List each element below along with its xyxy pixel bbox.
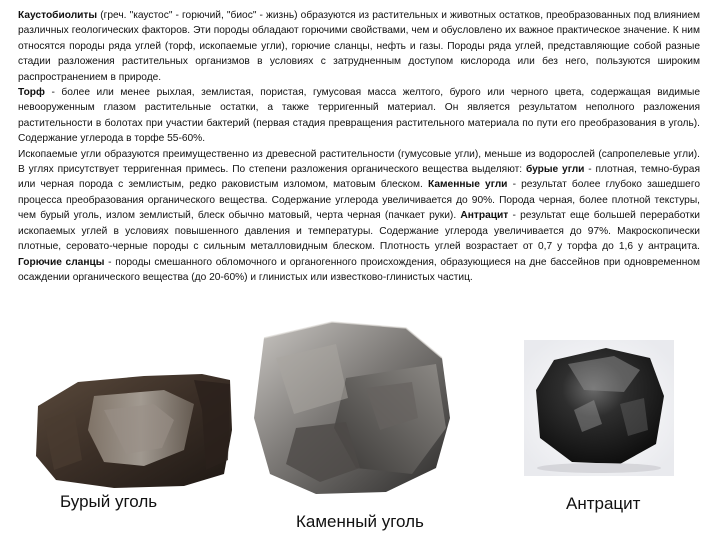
anthracite-caption: Антрацит [566,494,641,513]
brown-coal-sample-icon [34,370,234,490]
hard-coal-image [236,318,464,500]
hard-coal-sample-icon [236,318,464,500]
term-label: Торф [18,87,45,99]
paragraph-text: - результат более глубоко зашедшего процесса преобразования органического вещества. Содержание углерода увеличивается до 90%. Порода черная, более плотной текстуры, чем бурый уголь, излом землистый, блеск обычно матовый, черта черная (пачкает руки). [18,179,700,222]
brown-coal-caption: Бурый уголь [60,492,158,511]
paragraph-text: Ископаемые угли образуются преимущественно из древесной растительности (гумусовые угли), меньше из водорослей (сапропелевые угли). В углях присутствует терригенная примесь. По степени разложения органического вещества выделяют: [18,148,700,176]
brown-coal-image [34,370,234,490]
paragraph-text: (греч. "каустос" - горючий, "биос" - жизнь) образуются из растительных и животных остатков, преобразованных под влиянием различных геологических факторов. Эти породы обладают горючими свойствами, чем и обусловлено их важное практическое значение. К ним относятся породы ряда углей (торф, ископаемые угли), горючие сланцы, нефть и газы. Породы ряда углей, представляющие собой разные стадии разложения растительных организмов в условиях с затрудненным доступом кислорода или без него, пользуются широким распространением в природе. [18,10,700,83]
text-block [18,8,700,285]
term-label: Каменные угли [428,179,508,191]
paragraph-text: - результат еще большей переработки ископаемых углей в условиях повышенного давления и температуры. Содержание углерода увеличивается до 97%. Макроскопически плотные, серовато-черные породы с сильным металловидным блеском. Плотность углей возрастает от 0,7 у торфа до 1,6 у антрацита. [18,210,700,253]
anthracite-image [524,340,674,476]
paragraph-kaustobiolity [18,8,700,85]
term-label: Каустобиолиты [18,10,98,21]
term-label: бурые угли [525,164,585,176]
hard-coal-caption: Каменный уголь [296,512,424,531]
paragraph-text: - породы смешанного обломочного и органогенного происхождения, образующиеся на дне бассейнов при одновременном осаждении органического вещества (до 20-60%) и глинистых или известково-глинистых частиц. [18,256,700,283]
paragraph-text: - плотная, темно-бурая или черная порода с землистым, редко раковистым изломом, матовым блеском. [18,164,700,191]
paragraph-torf [18,85,700,147]
paragraph-text: - более или менее рыхлая, землистая, пористая, гумусовая масса желтого, бурого или черного цвета, содержащая видимые невооруженным глазом растительные остатки, а также терригенный материал. Он является результатом неполного разложения растительности в болотах при участии бактерий (первая стадия превращения растительного материала по пути его преобразования в уголь). Содержание углерода в торфе 55-60%. [18,87,700,145]
term-label: Антрацит [460,210,509,222]
anthracite-sample-icon [524,340,674,476]
paragraph-iskopaemye-ugli [18,147,700,286]
term-label: Горючие сланцы [18,256,105,268]
